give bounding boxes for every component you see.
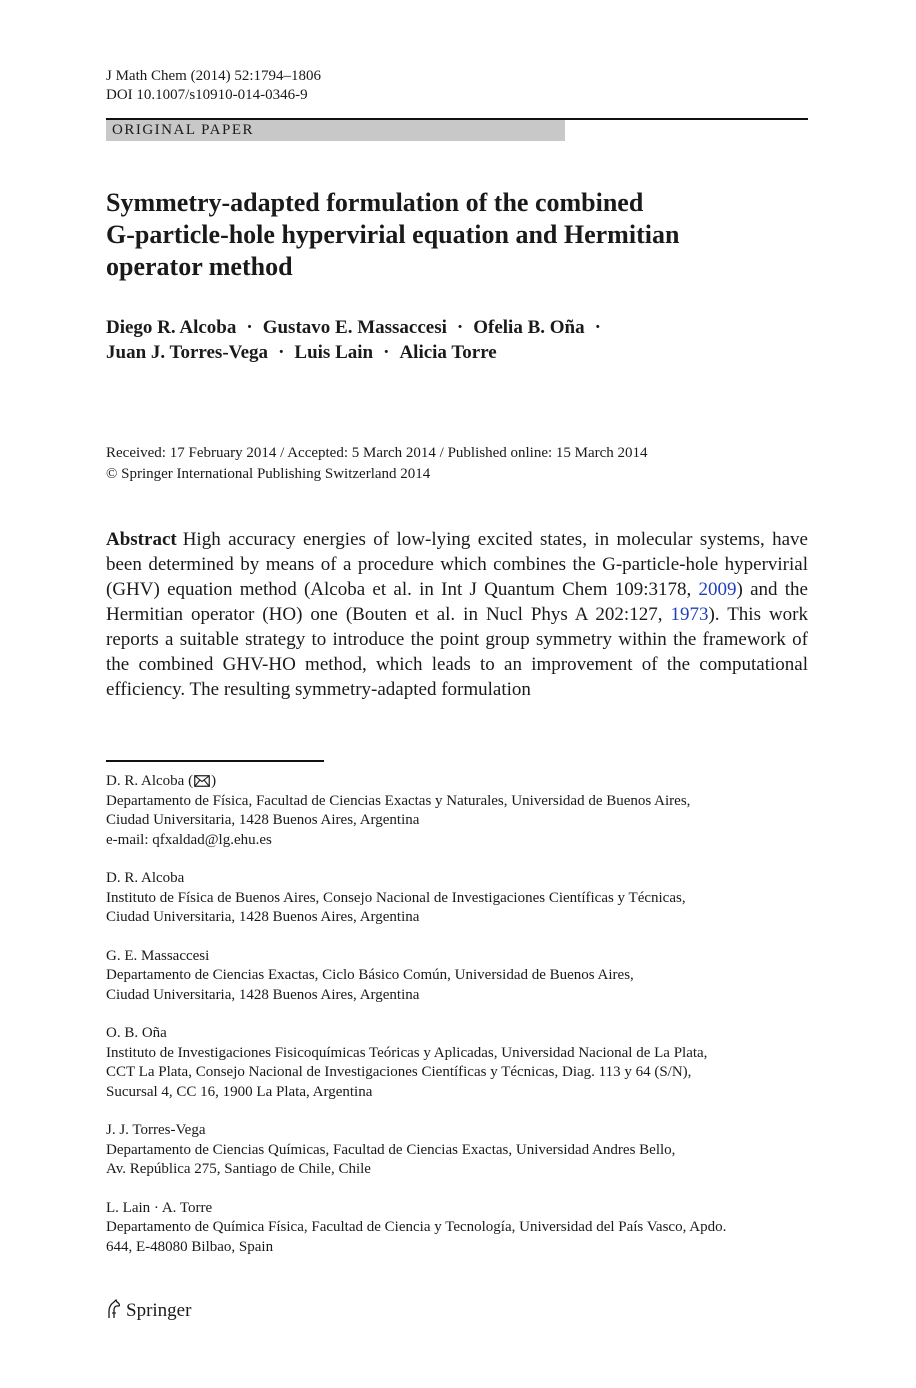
affiliation-name: G. E. Massaccesi: [106, 947, 210, 964]
publisher-footer: [106, 1299, 191, 1323]
springer-horse-icon: [106, 1299, 122, 1319]
authors-line-2: [106, 340, 808, 365]
citation-link-1973[interactable]: 1973: [670, 604, 709, 625]
author-separator: ·: [383, 342, 390, 363]
author-name[interactable]: Ofelia B. Oña: [473, 317, 585, 338]
affiliation-line: Ciudad Universitaria, 1428 Buenos Aires, Argentina: [106, 909, 420, 925]
author-name[interactable]: Alicia Torre: [399, 342, 497, 363]
doi[interactable]: DOI 10.1007/s10910-014-0346-9: [106, 87, 308, 103]
affiliation-name: L. Lain · A. Torre: [106, 1199, 213, 1216]
author-separator: ·: [278, 342, 285, 363]
affiliation-item: [106, 1024, 808, 1102]
abstract-text: High accuracy energies of low-lying excited states, in molecular systems, have been determined by means of a procedure which combines the G-particle-hole hypervirial (GHV) equation method (Alcoba et al. in Int J Quantum Chem 109:3178,: [106, 529, 808, 600]
author-name[interactable]: Diego R. Alcoba: [106, 317, 237, 338]
affiliation-line: Ciudad Universitaria, 1428 Buenos Aires, Argentina: [106, 812, 420, 828]
author-name[interactable]: Luis Lain: [294, 342, 374, 363]
affiliation-name: J. J. Torres-Vega: [106, 1122, 206, 1138]
abstract-heading: Abstract: [106, 529, 177, 550]
title-line-1: Symmetry-adapted formulation of the combined: [106, 188, 644, 217]
affiliation-name: O. B. Oña: [106, 1025, 167, 1041]
title-line-2: G-particle-hole hypervirial equation and Hermitian: [106, 220, 680, 249]
affiliation-name: D. R. Alcoba: [106, 870, 185, 886]
affiliation-line: Departamento de Ciencias Químicas, Facultad de Ciencias Exactas, Universidad Andres Bello,: [106, 1141, 676, 1158]
author-separator: ·: [594, 317, 601, 338]
paper-title: [106, 187, 808, 283]
publication-dates: [106, 443, 648, 485]
affiliations: [106, 772, 808, 1276]
email-link[interactable]: e-mail: qfxaldad@lg.ehu.es: [106, 831, 272, 848]
footnote-rule: [106, 760, 324, 762]
author-name[interactable]: Gustavo E. Massaccesi: [262, 317, 447, 338]
journal-citation: J Math Chem (2014) 52:1794–1806: [106, 68, 321, 84]
authors-line-1: [106, 315, 808, 340]
journal-header: [106, 67, 321, 105]
section-band: [106, 120, 565, 141]
abstract-text: ) and the Hermitian operator (HO) one (Bouten et al. in Nucl Phys A 202:127,: [106, 579, 808, 625]
affiliation-line: Departamento de Física, Facultad de Ciencias Exactas y Naturales, Universidad de Buenos Aires,: [106, 792, 691, 809]
received-accepted-published: Received: 17 February 2014 / Accepted: 5 March 2014 / Published online: 15 March 2014: [106, 445, 648, 461]
affiliation-line: Instituto de Física de Buenos Aires, Consejo Nacional de Investigaciones Científicas y Técnicas,: [106, 889, 686, 906]
citation-link-2009[interactable]: 2009: [698, 579, 737, 600]
affiliation-line: Departamento de Ciencias Exactas, Ciclo Básico Común, Universidad de Buenos Aires,: [106, 967, 634, 983]
author-list: [106, 315, 808, 365]
copyright: © Springer International Publishing Switzerland 2014: [106, 466, 431, 482]
affiliation-item: [106, 1121, 808, 1180]
affiliation-line: Instituto de Investigaciones Fisicoquímicas Teóricas y Aplicadas, Universidad Nacional de La Plata,: [106, 1044, 708, 1061]
publisher-name: Springer: [126, 1300, 192, 1321]
affiliation-item: [106, 947, 808, 1006]
affiliation-item: [106, 772, 808, 850]
author-separator: ·: [456, 317, 464, 338]
affiliation-line: 644, E-48080 Bilbao, Spain: [106, 1238, 274, 1255]
envelope-icon[interactable]: [194, 775, 210, 787]
affiliation-line: Departamento de Química Física, Facultad de Ciencia y Tecnología, Universidad del País Vasco, Apdo.: [106, 1219, 727, 1235]
author-name[interactable]: Juan J. Torres-Vega: [106, 342, 269, 363]
abstract: [106, 527, 808, 702]
affiliation-line: Sucursal 4, CC 16, 1900 La Plata, Argentina: [106, 1083, 373, 1100]
affiliation-item: [106, 869, 808, 928]
affiliation-name: D. R. Alcoba ( ): [106, 773, 217, 789]
affiliation-item: [106, 1199, 808, 1258]
affiliation-line: Ciudad Universitaria, 1428 Buenos Aires, Argentina: [106, 986, 420, 1003]
author-separator: ·: [246, 317, 253, 338]
affiliation-line: CCT La Plata, Consejo Nacional de Investigaciones Científicas y Técnicas, Diag. 113 y 64 (S/N),: [106, 1064, 692, 1080]
title-line-3: operator method: [106, 252, 293, 281]
abstract-text: ). This work reports a suitable strategy to introduce the point group symmetry within the framework of the combined GHV-HO method, which leads to an improvement of the computational efficiency. The resulting symmetry-adapted formulation: [106, 604, 809, 700]
section-label: ORIGINAL PAPER: [112, 122, 254, 138]
affiliation-line: Av. República 275, Santiago de Chile, Chile: [106, 1161, 371, 1177]
